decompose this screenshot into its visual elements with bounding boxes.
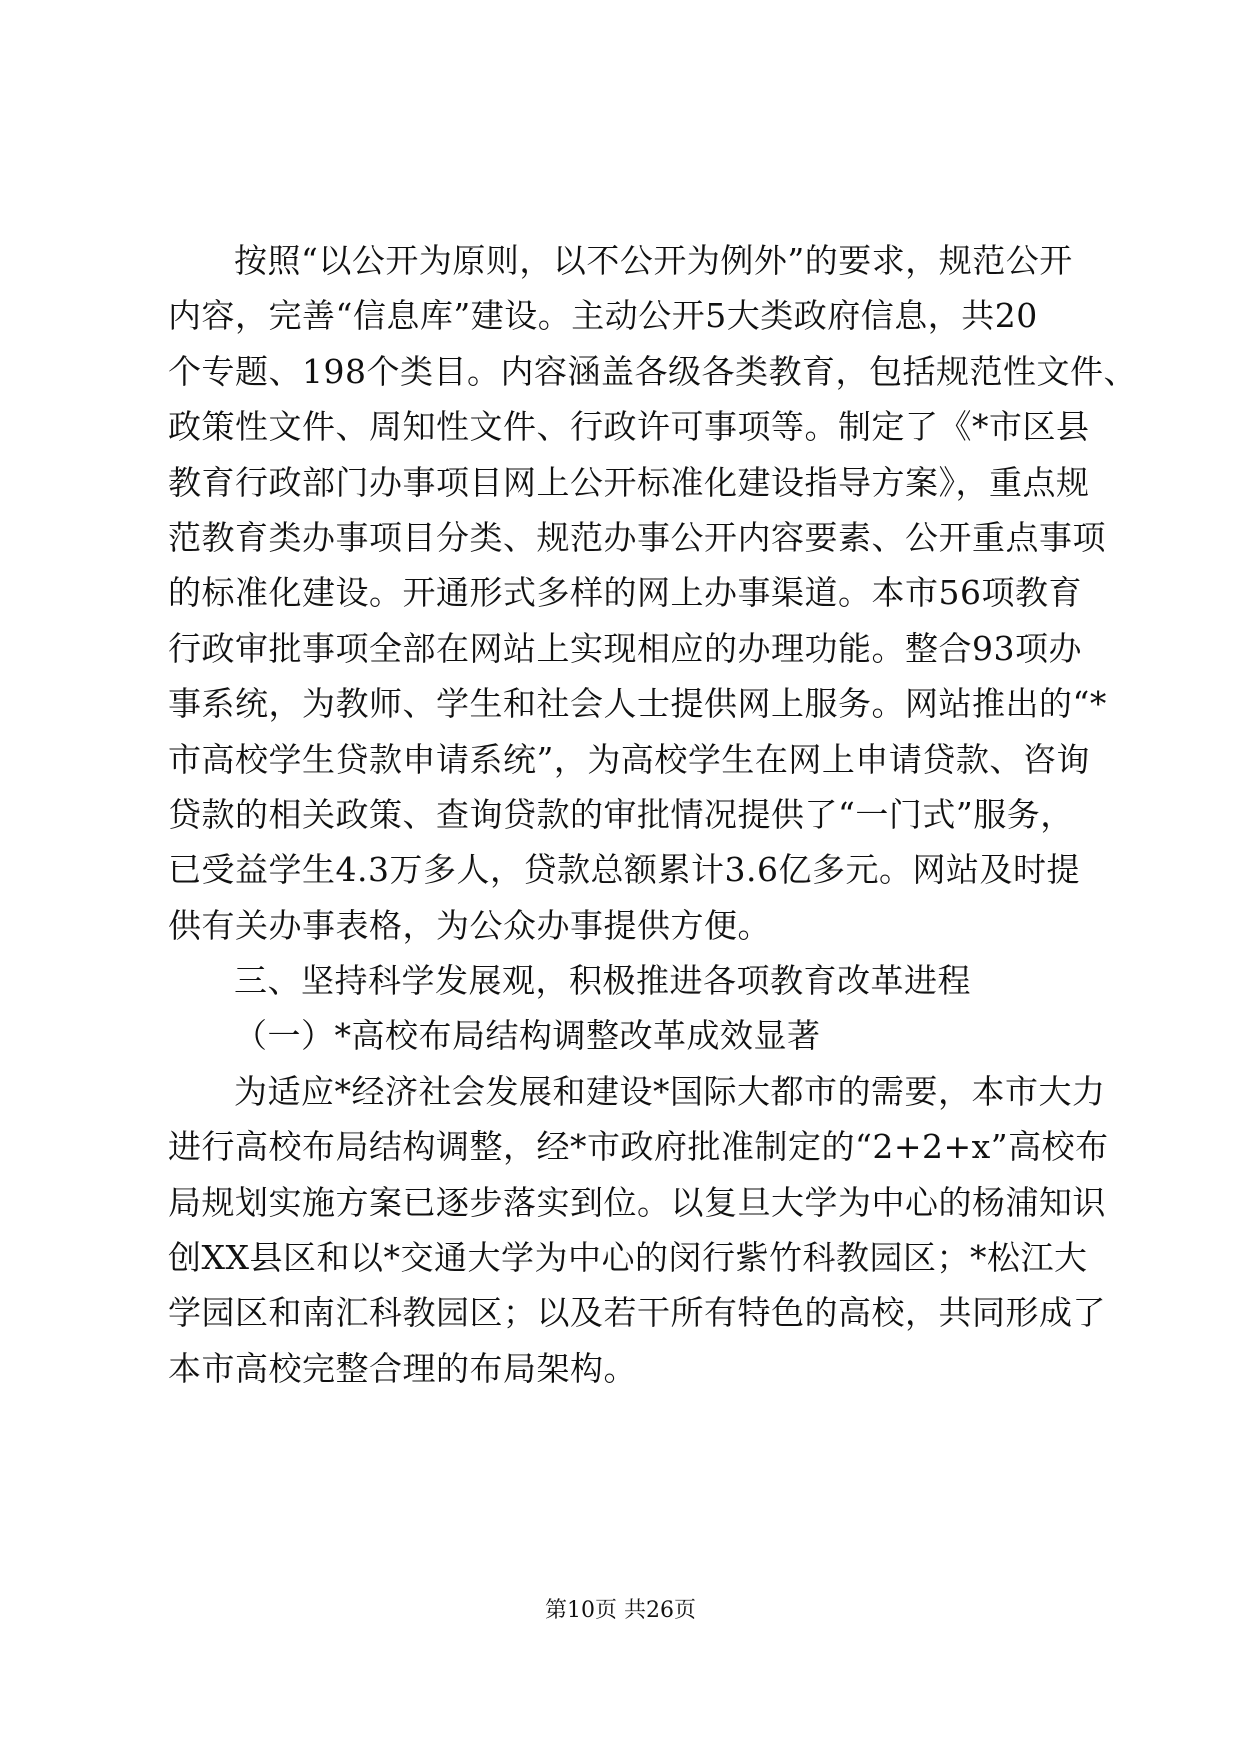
section-heading: 三、坚持科学发展观，积极推进各项教育改革进程 [234,961,971,1001]
paragraph-line: 市高校学生贷款申请系统”，为高校学生在网上申请贷款、咨询 [168,739,1090,779]
paragraph-line: 进行高校布局结构调整，经*市政府批准制定的“2+2+x”高校布 [168,1127,1109,1167]
paragraph-line: 供有关办事表格，为公众办事提供方便。 [168,905,771,945]
paragraph-line: 贷款的相关政策、查询贷款的审批情况提供了“一门式”服务， [168,794,1074,834]
paragraph-line: 局规划实施方案已逐步落实到位。以复旦大学为中心的杨浦知识 [168,1182,1106,1222]
paragraph-line: 事系统，为教师、学生和社会人士提供网上服务。网站推出的“* [168,684,1107,724]
page-number-label: 第10页 共26页 [545,1598,696,1623]
paragraph-line: 教育行政部门办事项目网上公开标准化建设指导方案》，重点规 [168,462,1090,502]
paragraph-line: 为适应*经济社会发展和建设*国际大都市的需要，本市大力 [234,1071,1106,1111]
paragraph-line: 的标准化建设。开通形式多样的网上办事渠道。本市56项教育 [168,573,1082,613]
document-body [168,233,1137,1396]
paragraph-line: 内容，完善“信息库”建设。主动公开5大类政府信息，共20 [168,296,1038,336]
page-footer [0,1596,1241,1626]
paragraph-line: 行政审批事项全部在网站上实现相应的办理功能。整合93项办 [168,628,1082,668]
paragraph-line: 政策性文件、周知性文件、行政许可事项等。制定了《*市区县 [168,407,1090,447]
paragraph-line: 创XX县区和以*交通大学为中心的闵行紫竹科教园区；*松江大 [168,1238,1088,1278]
paragraph-line: 按照“以公开为原则，以不公开为例外”的要求，规范公开 [234,241,1073,280]
subsection-heading: （一）*高校布局结构调整改革成效显著 [234,1016,821,1056]
paragraph-line: 个专题、198个类目。内容涵盖各级各类教育，包括规范性文件、 [168,351,1137,391]
paragraph-line: 范教育类办事项目分类、规范办事公开内容要素、公开重点事项 [168,517,1106,557]
paragraph-line: 本市高校完整合理的布局架构。 [168,1348,637,1388]
paragraph-line: 已受益学生4.3万多人，贷款总额累计3.6亿多元。网站及时提 [168,850,1080,890]
paragraph-line: 学园区和南汇科教园区；以及若干所有特色的高校，共同形成了 [168,1293,1106,1333]
